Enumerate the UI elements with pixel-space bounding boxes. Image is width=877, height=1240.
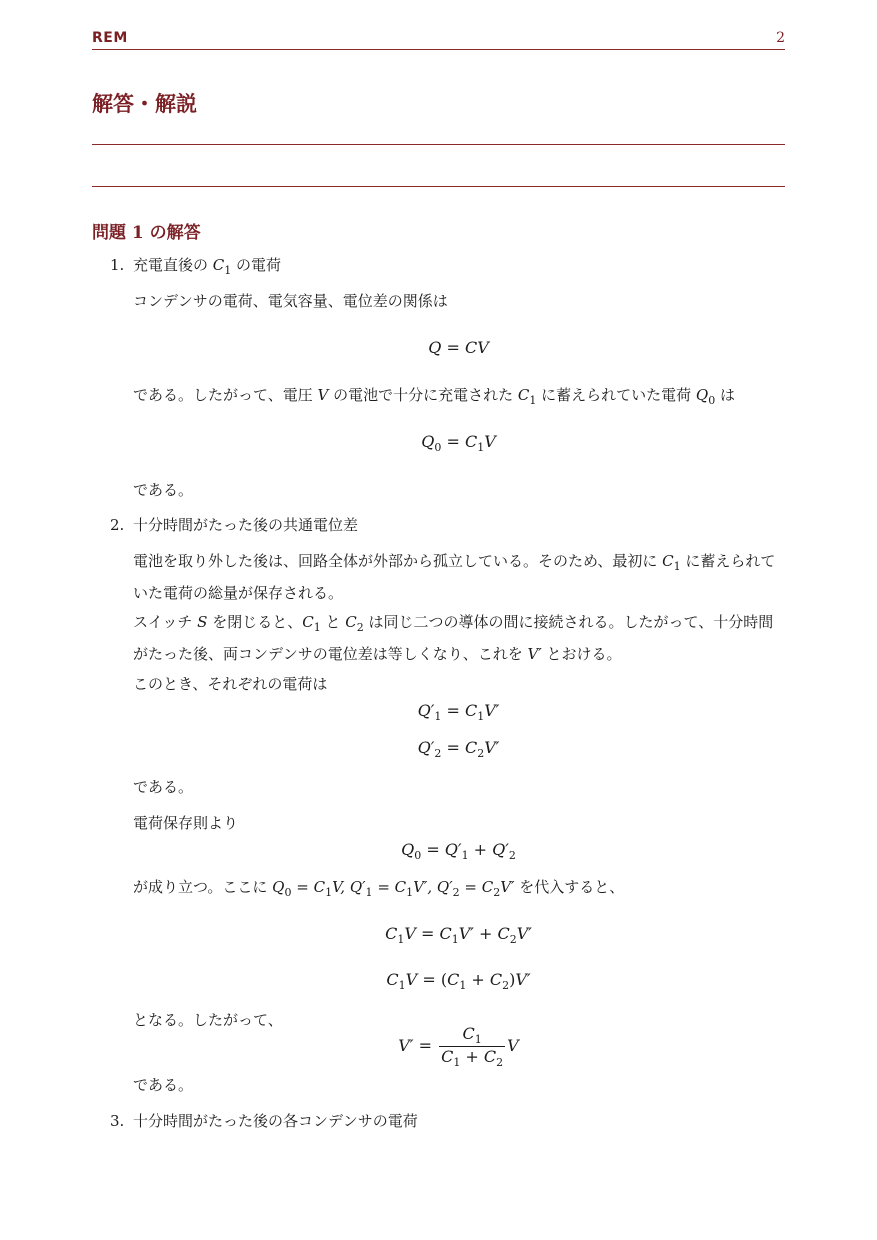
paragraph: である。したがって、電圧 V の電池で十分に充電された $C_1$ に蓄えられていた電荷 $Q_0$ は [133,386,735,407]
equation-factored: $C_1V = (C_1 + C_2)V'$ [386,970,531,993]
paragraph: コンデンサの電荷、電気容量、電位差の関係は [133,292,448,310]
paragraph: である。 [133,778,194,796]
equation-q1prime: $Q'_1 = C_1V'$ [417,701,500,724]
item-number-3: 3. [110,1112,125,1130]
paragraph: が成り立つ。ここに $Q_0 = C_1V$, $Q'_1 = C_1V'$, $Q'_2 = C_2V'$ を代入すると、 [133,878,625,899]
page-number: 2 [776,30,785,46]
paragraph: スイッチ S を閉じると、$C_1$ と $C_2$ は同じ二つの導体の間に接続される。したがって、十分時間がたった後、両コンデンサの電位差は等しくなり、これを V′ とおける。 [133,613,774,663]
paragraph: 電池を取り外した後は、回路全体が外部から孤立している。そのため、最初に $C_1$ に蓄えられていた電荷の総量が保存される。 [133,552,776,602]
equation-conservation: $Q_0 = Q'_1 + Q'_2$ [401,840,516,863]
item-number-1: 1. [110,256,125,274]
paragraph: 電荷保存則より [133,814,239,832]
equation-q-cv: Q = CV [428,338,489,357]
item-number-2: 2. [110,516,125,534]
paragraph: である。 [133,1076,194,1094]
paragraph: となる。したがって、 [133,1011,283,1029]
title-rule-top [92,144,785,145]
running-header: REM [92,30,128,46]
equation-q2prime: $Q'_2 = C_2V'$ [417,738,500,761]
title-rule-bottom [92,186,785,187]
item-heading-1: 充電直後の $C_1$ の電荷 [133,256,282,277]
equation-vprime: V′ = $\frac{C_1}{C_1 + C_2}$ V [398,1024,519,1070]
page-title: 解答・解説 [92,91,197,116]
item-heading-2: 十分時間がたった後の共通電位差 [133,516,359,534]
paragraph: このとき、それぞれの電荷は [133,675,328,693]
paragraph: である。 [133,481,194,499]
section-title: 問題 1 の解答 [92,223,201,243]
equation-q0: $Q_0 = C_1V$ [421,432,496,455]
header-rule [92,49,785,50]
item-heading-3: 十分時間がたった後の各コンデンサの電荷 [133,1112,418,1130]
equation-substituted: $C_1V = C_1V' + C_2V'$ [385,924,532,947]
